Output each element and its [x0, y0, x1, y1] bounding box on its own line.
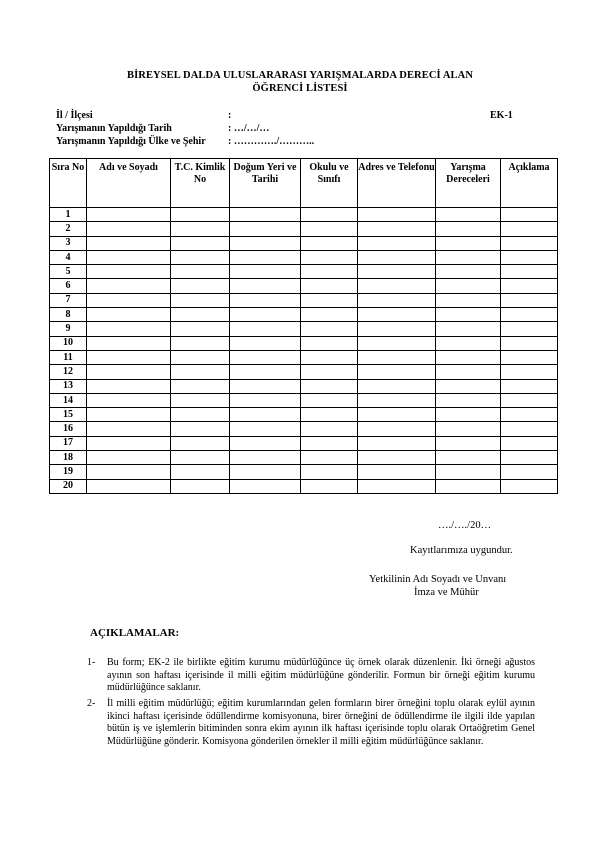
table-cell[interactable] [436, 250, 501, 264]
table-cell[interactable] [230, 322, 301, 336]
row-number: 9 [50, 322, 87, 336]
table-cell[interactable] [87, 393, 171, 407]
table-row [50, 293, 558, 307]
table-cell[interactable] [230, 436, 301, 450]
table-cell[interactable] [358, 393, 436, 407]
table-cell[interactable] [358, 308, 436, 322]
table-cell[interactable] [87, 208, 171, 222]
table-row [50, 422, 558, 436]
table-row [50, 208, 558, 222]
table-cell[interactable] [358, 408, 436, 422]
table-row [50, 408, 558, 422]
table-cell[interactable] [301, 208, 358, 222]
row-number: 14 [50, 393, 87, 407]
note-number: 1- [87, 657, 96, 668]
table-row [50, 308, 558, 322]
table-cell[interactable] [358, 436, 436, 450]
row-number: 6 [50, 279, 87, 293]
table-cell[interactable] [301, 365, 358, 379]
table-row [50, 236, 558, 250]
table-cell[interactable] [301, 393, 358, 407]
table-cell[interactable] [501, 451, 558, 465]
row-number: 17 [50, 436, 87, 450]
table-cell[interactable] [358, 236, 436, 250]
table-row [50, 393, 558, 407]
row-number: 8 [50, 308, 87, 322]
table-cell[interactable] [501, 308, 558, 322]
row-number: 16 [50, 422, 87, 436]
signature-seal: İmza ve Mühür [414, 587, 479, 598]
row-number: 18 [50, 451, 87, 465]
table-cell[interactable] [436, 436, 501, 450]
table-cell[interactable] [436, 408, 501, 422]
table-cell[interactable] [301, 250, 358, 264]
table-cell[interactable] [501, 393, 558, 407]
row-number: 2 [50, 222, 87, 236]
table-cell[interactable] [358, 451, 436, 465]
table-cell[interactable] [501, 208, 558, 222]
table-row [50, 350, 558, 364]
table-cell[interactable] [301, 265, 358, 279]
table-cell[interactable] [501, 479, 558, 493]
table-cell[interactable] [501, 350, 558, 364]
table-cell[interactable] [501, 279, 558, 293]
table-cell[interactable] [501, 293, 558, 307]
table-cell[interactable] [436, 308, 501, 322]
table-cell[interactable] [171, 308, 230, 322]
table-cell[interactable] [171, 465, 230, 479]
table-cell[interactable] [171, 408, 230, 422]
table-cell[interactable] [171, 451, 230, 465]
table-cell[interactable] [436, 265, 501, 279]
table-cell[interactable] [171, 479, 230, 493]
table-cell[interactable] [87, 451, 171, 465]
table-cell[interactable] [171, 436, 230, 450]
table-cell[interactable] [230, 393, 301, 407]
table-cell[interactable] [171, 208, 230, 222]
info-label: İl / İlçesi [56, 110, 93, 121]
table-row [50, 250, 558, 264]
table-cell[interactable] [501, 336, 558, 350]
table-cell[interactable] [87, 422, 171, 436]
row-number: 15 [50, 408, 87, 422]
table-cell[interactable] [358, 222, 436, 236]
table-cell[interactable] [301, 451, 358, 465]
info-row-country-city [56, 136, 314, 147]
table-row [50, 465, 558, 479]
note-text: Bu form; EK-2 ile birlikte eğitim kurumu müdürlüğünce üç örnek olarak düzenlenir. İki örneği ağustos ayının son haftası içerisinde il milli eğitim müdürlüğüne gönderilir. Formun bir örneği eğitim kurumu müdürlüğünce saklanır. [107, 657, 535, 694]
table-row [50, 479, 558, 493]
signature-date: …./…./20… [438, 520, 492, 531]
note-item-1 [87, 657, 535, 695]
table-cell[interactable] [501, 365, 558, 379]
table-cell[interactable] [87, 322, 171, 336]
table-cell[interactable] [358, 265, 436, 279]
table-cell[interactable] [87, 308, 171, 322]
table-cell[interactable] [301, 436, 358, 450]
table-cell[interactable] [358, 250, 436, 264]
table-cell[interactable] [301, 279, 358, 293]
column-header: Sıra No [50, 159, 87, 208]
column-header: Açıklama [501, 159, 558, 208]
table-cell[interactable] [87, 436, 171, 450]
info-label: Yarışmanın Yapıldığı Ülke ve Şehir [56, 136, 206, 147]
table-cell[interactable] [230, 336, 301, 350]
table-cell[interactable] [230, 236, 301, 250]
table-cell[interactable] [230, 222, 301, 236]
table-cell[interactable] [87, 222, 171, 236]
table-cell[interactable] [358, 279, 436, 293]
table-cell[interactable] [171, 350, 230, 364]
table-cell[interactable] [171, 265, 230, 279]
table-cell[interactable] [358, 379, 436, 393]
table-cell[interactable] [230, 308, 301, 322]
table-cell[interactable] [436, 279, 501, 293]
row-number: 12 [50, 365, 87, 379]
table-cell[interactable] [87, 265, 171, 279]
note-text: İl milli eğitim müdürlüğü; eğitim kurumlarından gelen formların birer örneğini toplu olarak eylül ayının ikinci haftası içerisinde ödüllendirme komisyonuna, birer örneğini de ödüllendirme ile ilgili ilde yapılan bütün iş ve işlemlerin bitiminden sonra ekim ayının ilk haftası içerisinde toplu olarak Ortaöğretim Genel Müdürlüğüne gönderir. Komisyona gönderilen örnekler il milli eğitim müdürlüğünce saklanır. [107, 698, 535, 747]
table-cell[interactable] [436, 208, 501, 222]
table-cell[interactable] [87, 465, 171, 479]
row-number: 4 [50, 250, 87, 264]
table-cell[interactable] [301, 379, 358, 393]
table-cell[interactable] [436, 422, 501, 436]
row-number: 13 [50, 379, 87, 393]
table-cell[interactable] [436, 479, 501, 493]
table-row [50, 322, 558, 336]
form-title-line1: BİREYSEL DALDA ULUSLARARASI YARIŞMALARDA DERECİ ALAN [126, 70, 474, 81]
table-cell[interactable] [501, 222, 558, 236]
table-cell[interactable] [230, 265, 301, 279]
table-cell[interactable] [230, 451, 301, 465]
table-cell[interactable] [501, 408, 558, 422]
table-cell[interactable] [358, 208, 436, 222]
note-item-2 [87, 698, 535, 748]
table-cell[interactable] [501, 265, 558, 279]
table-cell[interactable] [87, 293, 171, 307]
table-cell[interactable] [171, 393, 230, 407]
table-cell[interactable] [87, 408, 171, 422]
table-cell[interactable] [301, 222, 358, 236]
table-cell[interactable] [301, 293, 358, 307]
table-cell[interactable] [436, 336, 501, 350]
table-cell[interactable] [171, 422, 230, 436]
info-value: : …………./……….. [228, 136, 315, 147]
info-value: : …/…/… [228, 123, 270, 134]
student-list-table [49, 158, 558, 494]
row-number: 10 [50, 336, 87, 350]
table-cell[interactable] [301, 350, 358, 364]
table-cell[interactable] [87, 379, 171, 393]
table-cell[interactable] [301, 308, 358, 322]
table-cell[interactable] [501, 322, 558, 336]
table-cell[interactable] [301, 479, 358, 493]
table-cell[interactable] [358, 479, 436, 493]
table-cell[interactable] [436, 365, 501, 379]
table-cell[interactable] [301, 422, 358, 436]
table-row [50, 222, 558, 236]
table-row [50, 365, 558, 379]
table-cell[interactable] [230, 379, 301, 393]
table-cell[interactable] [358, 422, 436, 436]
table-cell[interactable] [501, 465, 558, 479]
table-row [50, 436, 558, 450]
table-cell[interactable] [230, 350, 301, 364]
row-number: 11 [50, 350, 87, 364]
table-cell[interactable] [171, 322, 230, 336]
table-cell[interactable] [501, 250, 558, 264]
table-cell[interactable] [87, 236, 171, 250]
form-code: EK-1 [490, 110, 513, 121]
info-row-date [56, 123, 269, 134]
table-cell[interactable] [436, 393, 501, 407]
table-cell[interactable] [230, 250, 301, 264]
note-number: 2- [87, 698, 96, 709]
table-cell[interactable] [171, 293, 230, 307]
table-row [50, 279, 558, 293]
row-number: 19 [50, 465, 87, 479]
table-cell[interactable] [87, 479, 171, 493]
table-header-row [50, 159, 558, 208]
table-cell[interactable] [230, 279, 301, 293]
table-cell[interactable] [501, 236, 558, 250]
notes-title: AÇIKLAMALAR: [90, 627, 180, 639]
row-number: 20 [50, 479, 87, 493]
form-title-line2: ÖĞRENCİ LİSTESİ [252, 83, 348, 94]
table-cell[interactable] [358, 365, 436, 379]
table-row [50, 451, 558, 465]
row-number: 3 [50, 236, 87, 250]
table-cell[interactable] [301, 465, 358, 479]
table-cell[interactable] [501, 379, 558, 393]
table-cell[interactable] [436, 222, 501, 236]
table-cell[interactable] [436, 322, 501, 336]
table-cell[interactable] [171, 222, 230, 236]
table-cell[interactable] [436, 451, 501, 465]
table-cell[interactable] [301, 322, 358, 336]
table-cell[interactable] [436, 293, 501, 307]
table-cell[interactable] [436, 350, 501, 364]
table-row [50, 265, 558, 279]
column-header: Doğum Yeri ve Tarihi [230, 159, 301, 208]
table-cell[interactable] [436, 379, 501, 393]
table-cell[interactable] [171, 336, 230, 350]
table-cell[interactable] [87, 250, 171, 264]
table-cell[interactable] [436, 465, 501, 479]
info-row-province [56, 110, 231, 121]
table-cell[interactable] [87, 336, 171, 350]
table-cell[interactable] [301, 236, 358, 250]
table-cell[interactable] [358, 293, 436, 307]
row-number: 1 [50, 208, 87, 222]
table-cell[interactable] [436, 236, 501, 250]
table-cell[interactable] [358, 322, 436, 336]
column-header: Yarışma Dereceleri [436, 159, 501, 208]
table-row [50, 379, 558, 393]
row-number: 5 [50, 265, 87, 279]
table-cell[interactable] [171, 379, 230, 393]
table-cell[interactable] [230, 479, 301, 493]
column-header: Adı ve Soyadı [87, 159, 171, 208]
table-cell[interactable] [358, 336, 436, 350]
table-cell[interactable] [501, 422, 558, 436]
column-header: Okulu ve Sınıfı [301, 159, 358, 208]
table-cell[interactable] [171, 236, 230, 250]
table-cell[interactable] [87, 279, 171, 293]
row-number: 7 [50, 293, 87, 307]
column-header: Adres ve Telefonu [358, 159, 436, 208]
table-cell[interactable] [87, 350, 171, 364]
table-cell[interactable] [171, 250, 230, 264]
table-cell[interactable] [171, 279, 230, 293]
table-cell[interactable] [230, 465, 301, 479]
table-cell[interactable] [230, 208, 301, 222]
table-cell[interactable] [87, 365, 171, 379]
info-label: Yarışmanın Yapıldığı Tarih [56, 123, 172, 134]
table-cell[interactable] [230, 408, 301, 422]
table-cell[interactable] [358, 465, 436, 479]
info-value: : [228, 110, 232, 121]
table-cell[interactable] [230, 422, 301, 436]
signature-authority: Yetkilinin Adı Soyadı ve Unvanı [369, 574, 507, 585]
table-cell[interactable] [501, 436, 558, 450]
table-cell[interactable] [301, 336, 358, 350]
table-cell[interactable] [301, 408, 358, 422]
table-cell[interactable] [230, 365, 301, 379]
table-cell[interactable] [358, 350, 436, 364]
signature-statement: Kayıtlarımıza uygundur. [410, 545, 513, 556]
table-row [50, 336, 558, 350]
column-header: T.C. Kimlik No [171, 159, 230, 208]
table-cell[interactable] [230, 293, 301, 307]
table-cell[interactable] [171, 365, 230, 379]
